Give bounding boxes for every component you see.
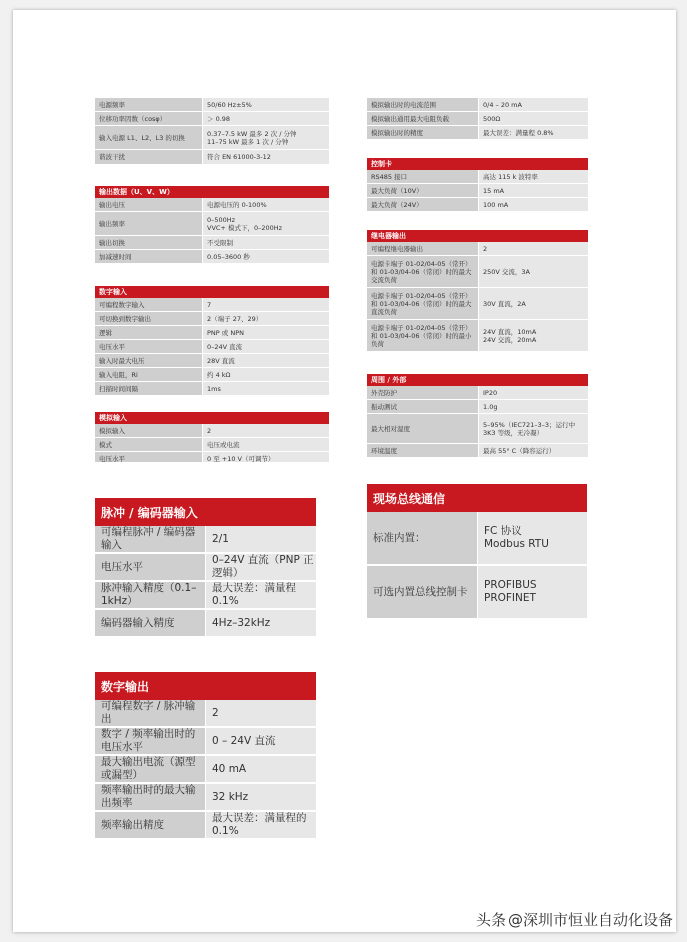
- table-row: 最大输出电流（源型或漏型） 40 mA: [95, 756, 316, 784]
- ambient-table-title: 周围 / 外部: [367, 374, 588, 386]
- table-row: 模拟输入 2: [95, 424, 329, 438]
- table-row: 可编程数字 / 脉冲输出 2: [95, 700, 316, 728]
- table-row: 电源卡端子 01-02/04-05（常开） 和 01-03/04-06（常闭）时的最大 直流负荷 30V 直流，2A: [367, 288, 588, 320]
- table-row: 标准内置： FC 协议 Modbus RTU: [367, 512, 587, 566]
- table-row: 加减速时间 0.05–3600 秒: [95, 250, 329, 264]
- table-row: 频率输出时的最大输出频率 32 kHz: [95, 784, 316, 812]
- analog-output-table: [367, 98, 588, 140]
- watermark: [476, 909, 673, 930]
- table-row: 模拟输出时的电流范围 0/4 – 20 mA: [367, 98, 588, 112]
- control-card-table: [367, 158, 588, 212]
- table-row: 外壳防护 IP20: [367, 386, 588, 400]
- output-table-title: 输出数据（U、V、W）: [95, 186, 329, 198]
- fieldbus-table: [367, 484, 587, 620]
- table-row: 位移功率因数（cosφ） ＞ 0.98: [95, 112, 329, 126]
- table-row: 电压水平 0–24V 直流: [95, 340, 329, 354]
- analog-input-table: [95, 412, 329, 462]
- table-row: 扫描时间间隔 1ms: [95, 382, 329, 396]
- table-row: 电源卡端子 01-02/04-05（常开） 和 01-03/04-06（常闭）时的最大 交流负荷 250V 交流，3A: [367, 256, 588, 288]
- table-row: 脉冲输入精度（0.1–1kHz） 最大误差：满量程 0.1%: [95, 582, 316, 610]
- table-row: 可编程继电器输出 2: [367, 242, 588, 256]
- ambient-table: [367, 374, 588, 458]
- table-row: 逻辑 PNP 或 NPN: [95, 326, 329, 340]
- table-row: 数字 / 频率输出时的电压水平 0 – 24V 直流: [95, 728, 316, 756]
- table-row: 输入电源 L1、L2、L3 的切换 0.37–7.5 kW 最多 2 次 / 分钟 11–75 kW 最多 1 次 / 分钟: [95, 126, 329, 150]
- table-row: 模式 电压或电流: [95, 438, 329, 452]
- table-row: 振动测试 1.0g: [367, 400, 588, 414]
- table-row: 电源卡端子 01-02/04-05（常开） 和 01-03/04-06（常闭）时的最小 负荷 24V 直流，10mA 24V 交流，20mA: [367, 320, 588, 352]
- control-card-table-title: 控制卡: [367, 158, 588, 170]
- table-row: 频率输出精度 最大误差：满量程的 0.1%: [95, 812, 316, 840]
- table-row: 最大负荷（10V） 15 mA: [367, 184, 588, 198]
- relay-output-table-title: 继电器输出: [367, 230, 588, 242]
- table-row: 可选内置总线控制卡 PROFIBUS PROFINET: [367, 566, 587, 620]
- table-row: 最大负荷（24V） 100 mA: [367, 198, 588, 212]
- digital-input-table: [95, 286, 329, 396]
- table-row: 模拟输出时的精度 最大误差：满量程 0.8%: [367, 126, 588, 140]
- table-row: 最大相对湿度 5–95%（IEC721–3–3；运行中 3K3 等级，无冷凝）: [367, 414, 588, 444]
- table-row: 输出频率 0–500Hz VVC+ 模式下，0–200Hz: [95, 212, 329, 236]
- platform-name: 头条: [475, 911, 506, 929]
- table-row: 输入时最大电压 28V 直流: [95, 354, 329, 368]
- table-row: 可编程脉冲 / 编码器输入 2/1: [95, 526, 316, 554]
- spec-sheet-page: [13, 10, 676, 932]
- analog-input-table-title: 模拟输入: [95, 412, 329, 424]
- table-row: RS485 接口 高达 115 k 波特率: [367, 170, 588, 184]
- pulse-encoder-table-title: 脉冲 / 编码器输入: [95, 498, 316, 526]
- power-table: [95, 98, 329, 165]
- fieldbus-table-title: 现场总线通信: [367, 484, 587, 512]
- table-row: 谐波干扰 符合 EN 61000-3-12: [95, 150, 329, 165]
- table-row: 输出切换 不受限制: [95, 236, 329, 250]
- account-name: @深圳市恒业自动化设备: [507, 911, 673, 929]
- table-row: 输出电压 电源电压的 0-100%: [95, 198, 329, 212]
- relay-output-table: [367, 230, 588, 352]
- table-row: 可切换到数字输出 2（端子 27、29）: [95, 312, 329, 326]
- digital-input-table-title: 数字输入: [95, 286, 329, 298]
- table-row: 输入电阻，Ri 约 4 kΩ: [95, 368, 329, 382]
- digital-output-table-title: 数字输出: [95, 672, 316, 700]
- table-row: 电源频率 50/60 Hz±5%: [95, 98, 329, 112]
- table-row: 电压水平 0–24V 直流（PNP 正逻辑）: [95, 554, 316, 582]
- table-row: 编码器输入精度 4Hz–32kHz: [95, 610, 316, 638]
- digital-output-table: [95, 672, 316, 840]
- table-row: 可编程数字输入 7: [95, 298, 329, 312]
- table-row: 环境温度 最高 55° C（降容运行）: [367, 444, 588, 458]
- table-row: 模拟输出通用最大电阻负载 500Ω: [367, 112, 588, 126]
- table-row: 电压水平 0 至 +10 V（可调节）: [95, 452, 329, 462]
- output-table: [95, 186, 329, 264]
- pulse-encoder-table: [95, 498, 316, 638]
